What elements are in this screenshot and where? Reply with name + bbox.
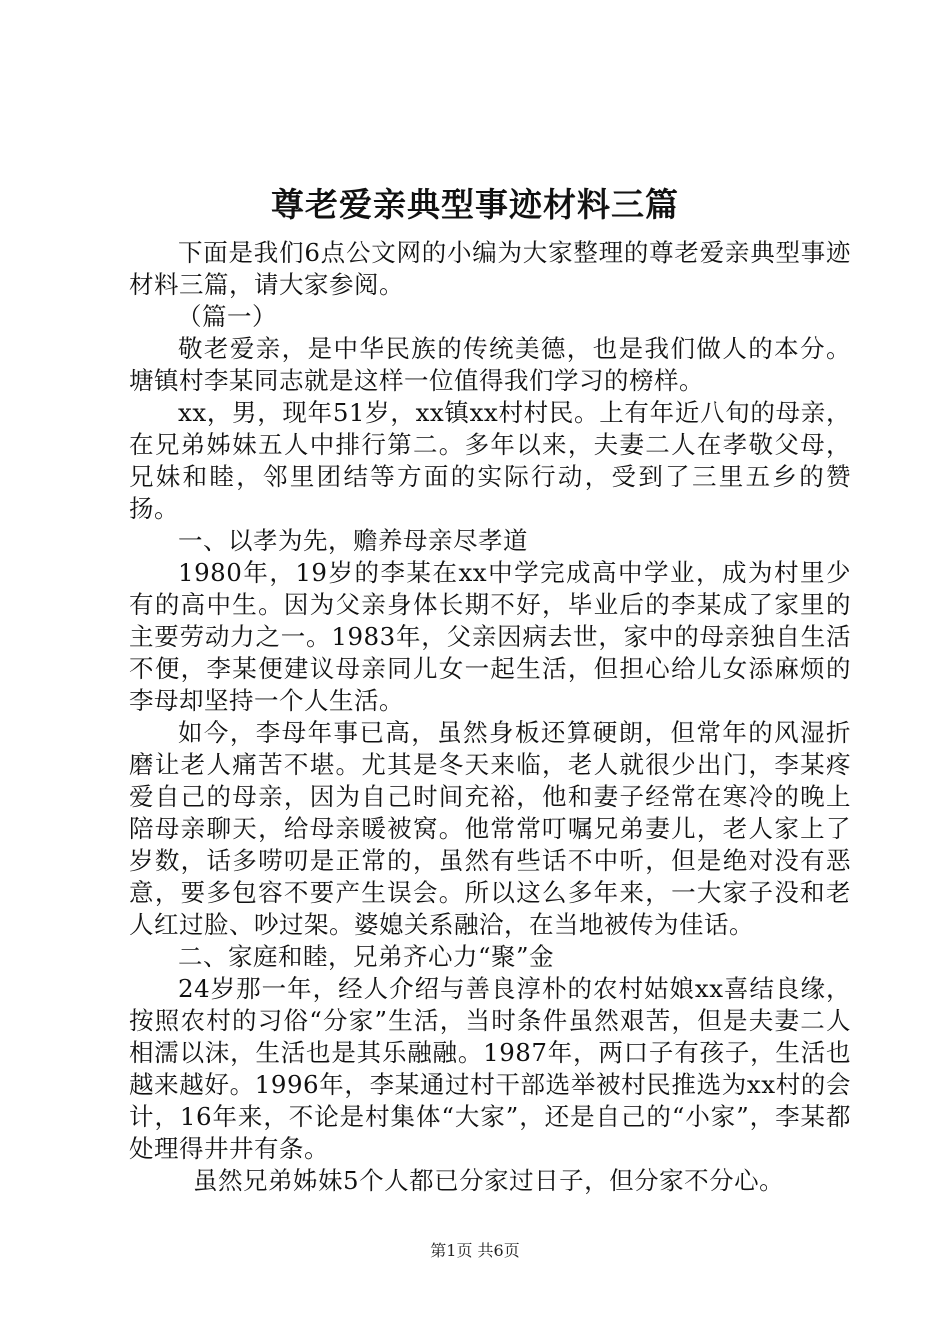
section-heading: 二、家庭和睦，兄弟齐心力“聚”金 <box>178 942 555 971</box>
body-paragraph: 24岁那一年，经人介绍与善良淳朴的农村姑娘xx喜结良缘，按照农村的习俗“分家”生活，当时条件虽然艰苦，但是夫妻二人相濡以沫，生活也是其乐融融。1987年，两口子有孩子，生活也越来越好。1996年，李某通过村干部选举被村民推选为xx村的会计，16年来，不论是村集体“大家”，还是自己的“小家”，李某都处理得井井有条。 <box>129 974 851 1163</box>
section-label: （篇一） <box>177 302 277 331</box>
section-heading: 一、以孝为先，赡养母亲尽孝道 <box>178 526 528 555</box>
body-paragraph: 敬老爱亲，是中华民族的传统美德，也是我们做人的本分。塘镇村李某同志就是这样一位值得我们学习的榜样。 <box>129 334 851 395</box>
body-paragraph: xx，男，现年51岁，xx镇xx村村民。上有年近八旬的母亲，在兄弟姊妹五人中排行第二。多年以来，夫妻二人在孝敬父母，兄妹和睦，邻里团结等方面的实际行动，受到了三里五乡的赞扬。 <box>129 398 851 523</box>
page-footer: 第1页 共6页 <box>430 1241 520 1260</box>
intro-paragraph: 下面是我们6点公文网的小编为大家整理的尊老爱亲典型事迹材料三篇，请大家参阅。 <box>129 238 851 299</box>
document-body <box>129 237 851 1197</box>
body-paragraph: 1980年，19岁的李某在xx中学完成高中学业，成为村里少有的高中生。因为父亲身体长期不好，毕业后的李某成了家里的主要劳动力之一。1983年，父亲因病去世，家中的母亲独自生活不便，李某便建议母亲同儿女一起生活，但担心给儿女添麻烦的李母却坚持一个人生活。 <box>129 558 851 715</box>
body-paragraph: 如今，李母年事已高，虽然身板还算硬朗，但常年的风湿折磨让老人痛苦不堪。尤其是冬天来临，老人就很少出门，李某疼爱自己的母亲，因为自己时间充裕，他和妻子经常在寒冷的晚上陪母亲聊天，给母亲暖被窝。他常常叮嘱兄弟妻儿，老人家上了岁数，话多唠叨是正常的，虽然有些话不中听，但是绝对没有恶意，要多包容不要产生误会。所以这么多年来，一大家子没和老人红过脸、吵过架。婆媳关系融洽，在当地被传为佳话。 <box>129 718 851 939</box>
document-title: 尊老爱亲典型事迹材料三篇 <box>271 185 679 224</box>
body-paragraph: 虽然兄弟姊妹5个人都已分家过日子，但分家不分心。 <box>193 1166 785 1195</box>
